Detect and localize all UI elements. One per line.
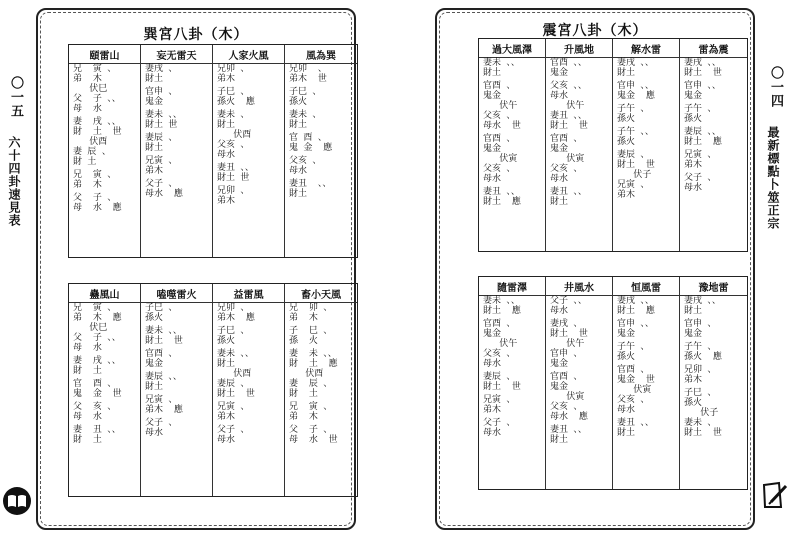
hexagram-line-text: 鬼金 [483, 91, 502, 101]
hexagram-line-text: 弟木 [483, 405, 502, 415]
hexagram-line-text: 孫火 [145, 313, 164, 323]
right-top-table [478, 38, 748, 252]
hexagram-line-text: 妻戌 、、 [617, 58, 654, 68]
hexagram-column [141, 284, 213, 496]
hexagram-column [680, 39, 747, 251]
hexagram-line-text: 母 水 [73, 343, 102, 353]
hexagram-line-text: 官酉 、 [550, 134, 583, 144]
hexagram-line-text: 鬼金 [483, 144, 502, 154]
hexagram-line-text: 伏子 [617, 170, 652, 180]
hexagram-line-text: 子巳 、 [217, 326, 250, 336]
hexagram-line-text: 官申 、、 [684, 81, 721, 91]
hexagram-column [213, 284, 285, 496]
hexagram-line-text: 妻 未 、、 [289, 349, 337, 359]
hexagram-line-text: 妻 辰 、 [289, 379, 333, 389]
hexagram-line-text: 父亥 、 [483, 349, 516, 359]
hexagram-line-text: 父亥 、 [483, 111, 516, 121]
hexagram-line-text: 子午 、 [684, 342, 717, 352]
book-icon [2, 486, 32, 516]
hexagram-line-text: 財土 [217, 120, 236, 130]
hexagram-line-text: 父 子 、 [289, 425, 333, 435]
hexagram-line-text: 官申 、 [550, 349, 583, 359]
hexagram-line-text: 官酉 、 [483, 81, 516, 91]
hexagram-column [213, 45, 285, 257]
hexagram-name: 雷為震 [680, 39, 747, 58]
hexagram-line-text: 伏酉 [217, 130, 252, 140]
left-page-number: 〇一五 [8, 76, 23, 118]
hexagram-line-text: 妻未 、 [289, 110, 322, 120]
hexagram-line-text: 伏寅 [617, 385, 652, 395]
hexagram-line-text: 弟木 [617, 190, 636, 200]
hexagram-line-text: 鬼金 [550, 382, 569, 392]
hexagram-line-text: 財土 [289, 120, 308, 130]
hexagram-column [69, 45, 141, 257]
hexagram-line-text: 孫火 應 [217, 97, 255, 107]
hexagram-line-text: 妻辰 、 [483, 372, 516, 382]
hexagram-line-text: 兄卯 、 [217, 303, 250, 313]
hexagram-line-text: 弟木 [217, 412, 236, 422]
hexagram-line-text: 兄卯 、 [217, 64, 250, 74]
hexagram-line-text: 母 水 [73, 412, 102, 422]
hexagram-name: 井風水 [546, 277, 612, 296]
hexagram-line-text: 母水 應 [145, 189, 183, 199]
hexagram-line-text: 官 酉 、 [289, 133, 327, 143]
hexagram-line-text: 妻辰 、、 [145, 372, 182, 382]
hexagram-line-text: 財土 應 [483, 306, 521, 316]
hexagram-line-text: 父子 、 [483, 418, 516, 428]
hexagram-line-text: 母水 [483, 174, 502, 184]
hexagram-line-text: 兄寅 、 [483, 395, 516, 405]
hexagram-line-text: 父 亥 、 [73, 402, 117, 412]
hexagram-line-text: 孫火 [684, 398, 703, 408]
hexagram-line-text: 財 土 應 [289, 359, 338, 369]
hexagram-line-text: 妻辰 、 [145, 133, 178, 143]
hexagram-line-text: 財土 應 [684, 137, 722, 147]
hexagram-column [479, 277, 546, 489]
hexagram-line-text: 鬼 金 世 [73, 389, 122, 399]
hexagram-line-text: 弟 木 [73, 74, 102, 84]
hexagram-line-text: 弟 木 應 [73, 313, 122, 323]
hexagram-line-text: 子午 、 [617, 342, 650, 352]
hexagram-line-text: 父亥 、 [483, 164, 516, 174]
hexagram-line-text: 官酉 、 [145, 349, 178, 359]
hexagram-line-text: 兄卯 、 [684, 365, 717, 375]
hexagram-name: 蠱風山 [69, 284, 140, 303]
hexagram-line-text: 弟 木 [289, 412, 318, 422]
hexagram-line-text: 妻未 、、 [217, 349, 254, 359]
hexagram-line-text: 財 土 [73, 366, 102, 376]
hexagram-line-text: 孫火 [217, 336, 236, 346]
right-page-number: 〇一四 [768, 66, 783, 108]
hexagram-line-text: 財土 [684, 306, 703, 316]
hexagram-line-text: 財土 [289, 189, 308, 199]
hexagram-line-text: 父 子 、 [73, 193, 117, 203]
hexagram-line-text: 子巳 、 [684, 388, 717, 398]
hexagram-line-text: 兄寅 、 [617, 180, 650, 190]
hexagram-line-text: 兄寅 、 [145, 156, 178, 166]
writing-icon [761, 480, 789, 510]
hexagram-line-text: 父子 、 [684, 173, 717, 183]
hexagram-line-text: 財土 [145, 74, 164, 84]
hexagram-line-text: 父 子 、、 [73, 333, 121, 343]
hexagram-name: 恒風雷 [613, 277, 679, 296]
hexagram-line-text: 伏寅 [550, 154, 585, 164]
hexagram-line-text: 官酉 、 [550, 372, 583, 382]
hexagram-line-text: 母水 [217, 150, 236, 160]
hexagram-line-text: 伏午 [483, 339, 518, 349]
left-top-table [68, 44, 358, 258]
hexagram-line-text: 鬼金 [550, 359, 569, 369]
hexagram-line-text: 父子 、、 [550, 296, 587, 306]
right-side-title: 最新標點卜筮正宗 [766, 126, 780, 230]
hexagram-line-text: 母 水 應 [73, 203, 122, 213]
hexagram-line-text: 母 水 [73, 104, 102, 114]
hexagram-line-text: 鬼金 [145, 359, 164, 369]
hexagram-line-text: 財土 世 [217, 389, 255, 399]
hexagram-name: 升風地 [546, 39, 612, 58]
hexagram-line-text: 子巳 、 [217, 87, 250, 97]
hexagram-name: 人家火風 [213, 45, 284, 64]
hexagram-line-text: 官酉 、 [483, 319, 516, 329]
hexagram-line-text: 妻 戌 、、 [73, 117, 121, 127]
hexagram-line-text: 父亥 、 [217, 140, 250, 150]
hexagram-line-text: 財土 世 [217, 173, 250, 183]
hexagram-column [69, 284, 141, 496]
hexagram-name: 嗑噬雷火 [141, 284, 212, 303]
hexagram-line-text: 伏酉 [289, 369, 324, 379]
hexagram-line-text: 妻丑 、、 [217, 163, 254, 173]
hexagram-line-text: 妻丑 、、 [550, 111, 587, 121]
hexagram-column [141, 45, 213, 257]
hexagram-line-text: 財土 [217, 359, 236, 369]
hexagram-line-text: 財 土 [73, 157, 97, 167]
hexagram-line-text: 子午 、、 [617, 127, 654, 137]
hexagram-line-text: 孫 火 [289, 336, 318, 346]
hexagram-line-text: 孫火 [617, 114, 636, 124]
hexagram-line-text: 財土 世 [483, 382, 521, 392]
hexagram-column [680, 277, 747, 489]
hexagram-line-text: 財土 世 [550, 121, 588, 131]
hexagram-line-text: 母水 [217, 435, 236, 445]
hexagram-line-text: 伏寅 [483, 154, 518, 164]
hexagram-line-text: 孫火 [617, 352, 636, 362]
hexagram-line-text: 母水 [550, 306, 569, 316]
hexagram-line-text: 母水 [617, 405, 636, 415]
hexagram-line-text: 伏酉 [73, 137, 108, 147]
hexagram-line-text: 弟木 世 [289, 74, 327, 84]
hexagram-line-text: 財土 世 [145, 336, 183, 346]
hexagram-line-text: 妻辰 、 [617, 150, 650, 160]
hexagram-line-text: 子午 、 [617, 104, 650, 114]
hexagram-line-text: 妻辰 、、 [684, 127, 721, 137]
hexagram-line-text: 鬼金 [684, 91, 703, 101]
hexagram-line-text: 妻戌 、、 [684, 58, 721, 68]
hexagram-line-text: 兄卯 、 [217, 186, 250, 196]
hexagram-line-text: 鬼金 [483, 329, 502, 339]
hexagram-line-text: 財土 應 [617, 306, 655, 316]
hexagram-line-text: 弟木 [684, 160, 703, 170]
hexagram-line-text: 母水 [483, 359, 502, 369]
hexagram-line-text: 父子 、 [145, 179, 178, 189]
hexagram-column [285, 45, 357, 257]
hexagram-name: 解水雷 [613, 39, 679, 58]
hexagram-line-text: 官酉 、 [483, 134, 516, 144]
hexagram-line-text: 弟木 [217, 74, 236, 84]
hexagram-line-text: 財土 世 [684, 68, 722, 78]
hexagram-column [546, 39, 613, 251]
hexagram-line-text: 兄寅 、 [684, 150, 717, 160]
hexagram-name: 豫地雷 [680, 277, 747, 296]
hexagram-line-text: 弟木 [684, 375, 703, 385]
hexagram-line-text: 母水 [550, 91, 569, 101]
hexagram-line-text: 官 酉 、 [73, 379, 117, 389]
left-bottom-table [68, 283, 358, 497]
hexagram-line-text: 妻辰 、 [217, 379, 250, 389]
hexagram-line-text: 鬼金 應 [617, 91, 655, 101]
hexagram-line-text: 伏寅 [550, 392, 585, 402]
hexagram-column [285, 284, 357, 496]
left-page-title: 巽宮八卦（木） [143, 27, 249, 43]
hexagram-line-text: 母水 [289, 166, 308, 176]
hexagram-line-text: 父亥 、 [617, 395, 650, 405]
hexagram-line-text: 官酉 、 [617, 365, 650, 375]
hexagram-line-text: 妻丑 、、 [550, 187, 587, 197]
hexagram-line-text: 鬼金 [550, 68, 569, 78]
hexagram-column [479, 39, 546, 251]
hexagram-line-text: 父亥 、、 [550, 81, 587, 91]
hexagram-line-text: 財土 世 [145, 120, 178, 130]
hexagram-line-text: 弟木 應 [217, 313, 255, 323]
hexagram-line-text: 鬼金 [550, 144, 569, 154]
hexagram-line-text: 妻 丑 、、 [73, 425, 121, 435]
hexagram-line-text: 官申 、、 [617, 319, 654, 329]
hexagram-line-text: 財 土 [289, 389, 318, 399]
hexagram-line-text: 母水 [684, 183, 703, 193]
hexagram-line-text: 伏巳 [73, 323, 108, 333]
hexagram-line-text: 父子 、 [217, 425, 250, 435]
hexagram-line-text: 財土 [145, 382, 164, 392]
hexagram-line-text: 弟木 [145, 166, 164, 176]
hexagram-line-text: 鬼金 [684, 329, 703, 339]
hexagram-line-text: 財土 [550, 197, 569, 207]
hexagram-line-text: 父子 、 [145, 418, 178, 428]
hexagram-line-text: 妻未 、 [217, 110, 250, 120]
hexagram-line-text: 財土 [145, 143, 164, 153]
hexagram-line-text: 母水 [483, 428, 502, 438]
hexagram-line-text: 官申 、 [145, 87, 178, 97]
hexagram-line-text: 子巳 、 [289, 87, 322, 97]
hexagram-column [613, 39, 680, 251]
hexagram-line-text: 鬼 金 應 [289, 143, 333, 153]
right-page-title: 震宮八卦（木） [542, 23, 648, 39]
hexagram-line-text: 子午 、 [684, 104, 717, 114]
hexagram-line-text: 兄 寅 、 [73, 64, 117, 74]
hexagram-line-text: 妻丑 、、 [483, 187, 520, 197]
hexagram-line-text: 父亥 、 [550, 164, 583, 174]
hexagram-line-text: 妻未 、、 [145, 110, 182, 120]
hexagram-line-text: 父亥 、 [289, 156, 322, 166]
hexagram-line-text: 妻丑 、、 [289, 179, 332, 189]
hexagram-line-text: 鬼金 [617, 329, 636, 339]
hexagram-line-text: 父亥 、 [550, 402, 583, 412]
hexagram-column [613, 277, 680, 489]
hexagram-line-text: 財 土 [73, 435, 102, 445]
hexagram-line-text: 伏酉 [217, 369, 252, 379]
hexagram-line-text: 弟 木 [73, 180, 102, 190]
hexagram-line-text: 兄 寅 、 [73, 303, 117, 313]
hexagram-line-text: 母水 [550, 174, 569, 184]
right-bottom-table [478, 276, 748, 490]
hexagram-line-text: 弟木 [217, 196, 236, 206]
hexagram-line-text: 官酉 、、 [550, 58, 587, 68]
hexagram-line-text: 孫火 [289, 97, 308, 107]
hexagram-line-text: 孫火 應 [684, 352, 722, 362]
hexagram-name: 頤雷山 [69, 45, 140, 64]
hexagram-line-text: 妻丑 、、 [550, 425, 587, 435]
hexagram-line-text: 兄卯 、 [289, 64, 327, 74]
hexagram-line-text: 妻戌 、 [550, 319, 583, 329]
hexagram-line-text: 妻戌 、、 [617, 296, 654, 306]
hexagram-line-text: 財土 世 [550, 329, 588, 339]
hexagram-line-text: 孫火 [617, 137, 636, 147]
hexagram-line-text: 妻戌 、 [145, 64, 178, 74]
hexagram-line-text: 父 子 、、 [73, 94, 121, 104]
hexagram-line-text: 母水 應 [550, 412, 588, 422]
hexagram-line-text: 財土 [617, 428, 636, 438]
hexagram-name: 益雷風 [213, 284, 284, 303]
hexagram-line-text: 妻未 、、 [483, 58, 520, 68]
hexagram-line-text: 妻未 、 [684, 418, 717, 428]
hexagram-line-text: 伏子 [684, 408, 719, 418]
hexagram-line-text: 孫火 [684, 114, 703, 124]
hexagram-line-text: 官申 、 [684, 319, 717, 329]
hexagram-line-text: 兄寅 、 [145, 395, 178, 405]
hexagram-line-text: 財 土 世 [73, 127, 122, 137]
hexagram-line-text: 鬼金 [145, 97, 164, 107]
hexagram-line-text: 妻丑 、、 [617, 418, 654, 428]
hexagram-line-text: 伏巳 [73, 84, 108, 94]
left-side-title: 六十四卦速見表 [7, 136, 21, 227]
hexagram-column [546, 277, 613, 489]
hexagram-line-text: 伏午 [550, 339, 585, 349]
hexagram-line-text: 伏午 [483, 101, 518, 111]
hexagram-line-text: 妻戌 、、 [684, 296, 721, 306]
hexagram-line-text: 財土 [550, 435, 569, 445]
hexagram-line-text: 弟 木 [289, 313, 318, 323]
hexagram-name: 過大風澤 [479, 39, 545, 58]
hexagram-line-text: 子巳 、 [145, 303, 178, 313]
hexagram-line-text: 妻未 、、 [483, 296, 520, 306]
hexagram-line-text: 妻 戌 、、 [73, 356, 121, 366]
hexagram-line-text: 財土 世 [684, 428, 722, 438]
hexagram-line-text: 伏午 [550, 101, 585, 111]
hexagram-line-text: 母水 世 [483, 121, 521, 131]
hexagram-line-text: 財土 [483, 68, 502, 78]
hexagram-line-text: 兄 寅 、 [73, 170, 117, 180]
hexagram-name: 畜小天風 [285, 284, 357, 303]
hexagram-line-text: 兄 卯 、 [289, 303, 333, 313]
hexagram-line-text: 子 巳 、 [289, 326, 333, 336]
hexagram-line-text: 財土 [617, 68, 636, 78]
hexagram-line-text: 官申 、、 [617, 81, 654, 91]
hexagram-name: 風為巽 [285, 45, 357, 64]
hexagram-line-text: 兄寅 、 [217, 402, 250, 412]
hexagram-name: 妄无雷天 [141, 45, 212, 64]
hexagram-line-text: 財土 世 [617, 160, 655, 170]
hexagram-line-text: 母 水 世 [289, 435, 338, 445]
hexagram-line-text: 母水 [145, 428, 164, 438]
hexagram-line-text: 妻 辰 、 [73, 147, 111, 157]
hexagram-line-text: 鬼金 世 [617, 375, 655, 385]
hexagram-line-text: 弟木 應 [145, 405, 183, 415]
hexagram-line-text: 兄 寅 、 [289, 402, 333, 412]
hexagram-line-text: 財土 應 [483, 197, 521, 207]
hexagram-line-text: 妻未 、、 [145, 326, 182, 336]
hexagram-name: 隨雷澤 [479, 277, 545, 296]
